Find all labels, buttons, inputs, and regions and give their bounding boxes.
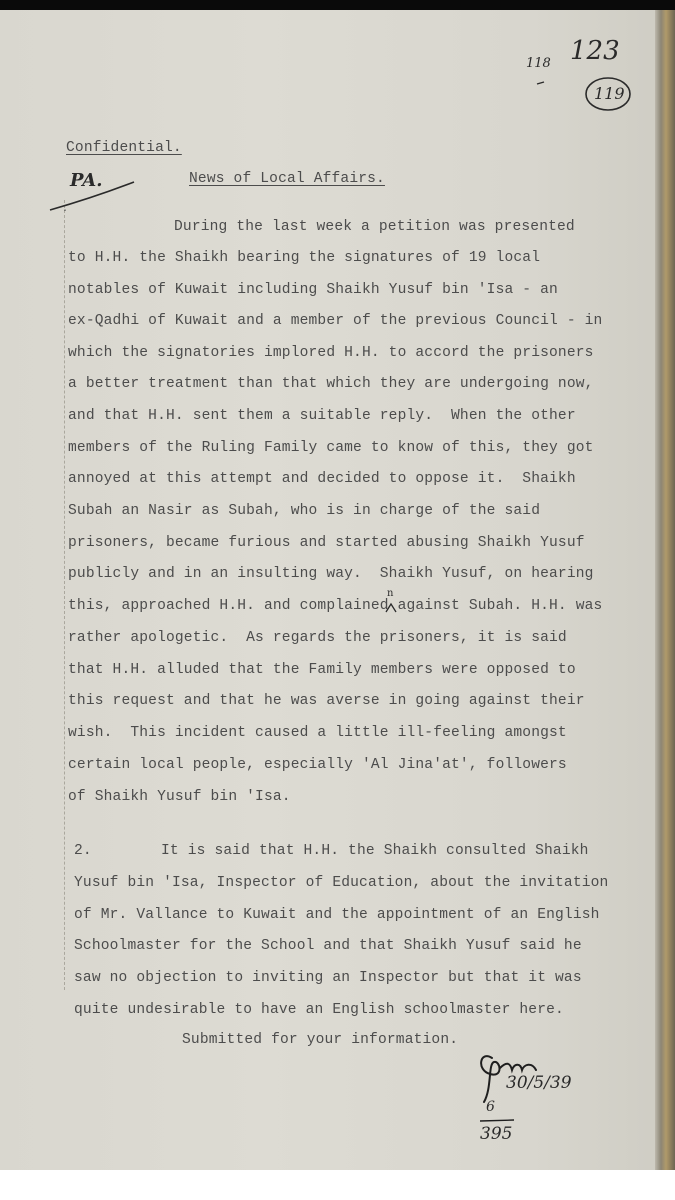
folio-large: 123 (570, 36, 620, 66)
file-ref-bottom: 395 (480, 1124, 513, 1144)
para1-line: which the signatories implored H.H. to accord the prisoners (68, 345, 594, 361)
para1-line: publicly and in an insulting way. Shaikh Yusuf, on hearing (68, 566, 594, 582)
para2-line: saw no objection to inviting an Inspector but that it was (74, 970, 582, 986)
screen-bottom-bar (0, 1170, 675, 1200)
para1-line: members of the Ruling Family came to know of this, they got (68, 440, 594, 456)
para1-line: this, approached H.H. and complained against Subah. H.H. was (68, 598, 603, 614)
para1-line: to H.H. the Shaikh bearing the signatures of 19 local (68, 250, 541, 266)
para2-line: quite undesirable to have an English schoolmaster here. (74, 1002, 564, 1018)
folio-small: 118 (526, 56, 551, 71)
para1-line: a better treatment than that which they are undergoing now, (68, 376, 594, 392)
closing-line: Submitted for your information. (182, 1032, 459, 1048)
para1-line: During the last week a petition was presented (174, 219, 575, 235)
para1-line: Subah an Nasir as Subah, who is in charge of the said (68, 503, 541, 519)
para1-line: wish. This incident caused a little ill-feeling amongst (68, 725, 567, 741)
para1-line: rather apologetic. As regards the prisoners, it is said (68, 630, 567, 646)
para1-line: annoyed at this attempt and decided to oppose it. Shaikh (68, 471, 576, 487)
margin-dot: · (62, 206, 69, 217)
page-edge (655, 10, 675, 1170)
para2-number: 2. (74, 843, 92, 859)
para1-line: and that H.H. sent them a suitable reply. When the other (68, 408, 576, 424)
insertion-caret (382, 588, 402, 618)
para1-line: prisoners, became furious and started abusing Shaikh Yusuf (68, 535, 585, 551)
para2-line: It is said that H.H. the Shaikh consulted Shaikh (161, 843, 589, 859)
para1-line: ex-Qadhi of Kuwait and a member of the previous Council - in (68, 313, 603, 329)
classification-label: Confidential. (66, 140, 182, 156)
para2-line: Schoolmaster for the School and that Shaikh Yusuf said he (74, 938, 582, 954)
para2-line: of Mr. Vallance to Kuwait and the appointment of an English (74, 907, 600, 923)
para1-line: this request and that he was averse in going against their (68, 693, 585, 709)
margin-ruled-line (64, 200, 65, 990)
file-ref-top: 6 (486, 1099, 495, 1115)
para1-line: certain local people, especially 'Al Jina'at', followers (68, 757, 567, 773)
signature-date: 30/5/39 (506, 1073, 572, 1093)
document-title: News of Local Affairs. (189, 171, 385, 187)
para1-line: of Shaikh Yusuf bin 'Isa. (68, 789, 291, 805)
para1-line: notables of Kuwait including Shaikh Yusuf bin 'Isa - an (68, 282, 558, 298)
screen-top-bar (0, 0, 675, 10)
folio-dash (536, 80, 546, 86)
svg-text:n: n (387, 588, 394, 599)
para1-line: that H.H. alluded that the Family members were opposed to (68, 662, 576, 678)
folio-circled: 119 (594, 84, 625, 103)
initials-mark: PA. (70, 170, 103, 191)
para2-line: Yusuf bin 'Isa, Inspector of Education, about the invitation (74, 875, 609, 891)
